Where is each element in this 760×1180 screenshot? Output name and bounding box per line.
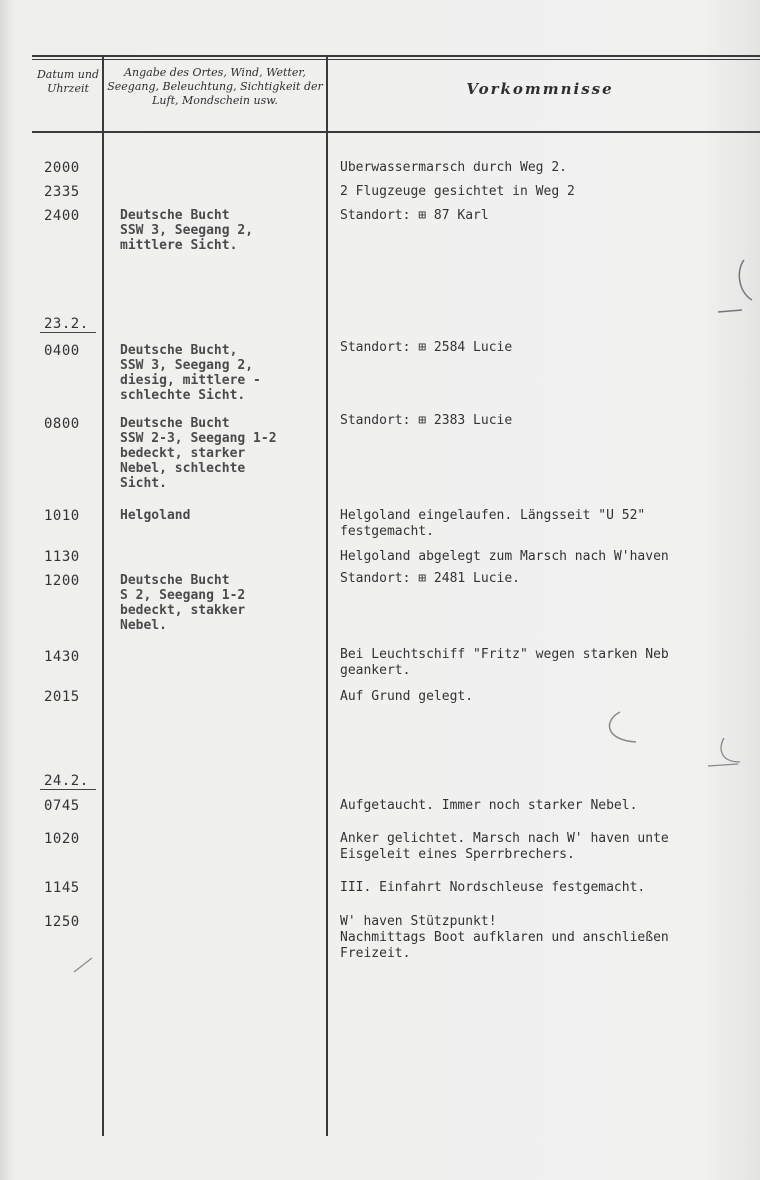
row-place: Deutsche Bucht S 2, Seegang 1-2 bedeckt, stakker Nebel. [120, 573, 246, 633]
column-rule-2 [326, 56, 328, 1136]
row-entry: Auf Grund gelegt. [340, 689, 474, 704]
date-rule-1 [40, 332, 96, 333]
header-bottom-rule [32, 131, 760, 133]
row-place: Helgoland [120, 508, 191, 523]
row-entry: Bei Leuchtschiff "Fritz" wegen starken Neb geankert. [340, 647, 669, 678]
row-time: 0745 [44, 798, 80, 814]
date-rule-2 [40, 789, 96, 790]
row-time: 0400 [44, 343, 80, 359]
row-time: 2335 [44, 184, 80, 200]
row-entry: Überwassermarsch durch Weg 2. [340, 160, 567, 175]
row-time: 1020 [44, 831, 80, 847]
row-time: 1145 [44, 880, 80, 896]
row-entry: Standort: ⊞ 2383 Lucie [340, 413, 513, 428]
date-label-2: 24.2. [44, 773, 89, 789]
row-entry: Helgoland abgelegt zum Marsch nach W'haven [340, 549, 669, 564]
row-entry: III. Einfahrt Nordschleuse festgemacht. [340, 880, 646, 895]
row-place: Deutsche Bucht SSW 2-3, Seegang 1-2 bedeckt, starker Nebel, schlechte Sicht. [120, 416, 277, 491]
header-datum: Datum und Uhrzeit [36, 68, 100, 95]
row-time: 1200 [44, 573, 80, 589]
column-rule-1 [102, 56, 104, 1136]
date-label-1: 23.2. [44, 316, 89, 332]
row-time: 2400 [44, 208, 80, 224]
row-entry: Standort: ⊞ 87 Karl [340, 208, 489, 223]
row-entry: Anker gelichtet. Marsch nach W' haven unte Eisgeleit eines Sperrbrechers. [340, 831, 669, 862]
row-time: 1010 [44, 508, 80, 524]
header-top-rule [32, 55, 760, 57]
row-time: 1250 [44, 914, 80, 930]
row-entry: Aufgetaucht. Immer noch starker Nebel. [340, 798, 638, 813]
row-entry: W' haven Stützpunkt! Nachmittags Boot aufklaren und anschließen Freizeit. [340, 914, 669, 961]
row-entry: Standort: ⊞ 2481 Lucie. [340, 571, 521, 586]
header-ort-wetter: Angabe des Ortes, Wind, Wetter, Seegang, Beleuchtung, Sichtigkeit der Luft, Mondschein usw. [107, 66, 323, 107]
row-entry: Helgoland eingelaufen. Längsseit "U 52" festgemacht. [340, 508, 646, 539]
row-time: 2000 [44, 160, 80, 176]
row-time: 1430 [44, 649, 80, 665]
row-place: Deutsche Bucht, SSW 3, Seegang 2, diesig, mittlere - schlechte Sicht. [120, 343, 261, 403]
row-time: 2015 [44, 689, 80, 705]
row-time: 1130 [44, 549, 80, 565]
row-time: 0800 [44, 416, 80, 432]
header-vorkommnisse: Vorkommnisse [466, 80, 614, 98]
row-entry: Standort: ⊞ 2584 Lucie [340, 340, 513, 355]
header-top-rule-2 [32, 59, 760, 60]
row-place: Deutsche Bucht SSW 3, Seegang 2, mittlere Sicht. [120, 208, 254, 253]
row-entry: 2 Flugzeuge gesichtet in Weg 2 [340, 184, 575, 199]
